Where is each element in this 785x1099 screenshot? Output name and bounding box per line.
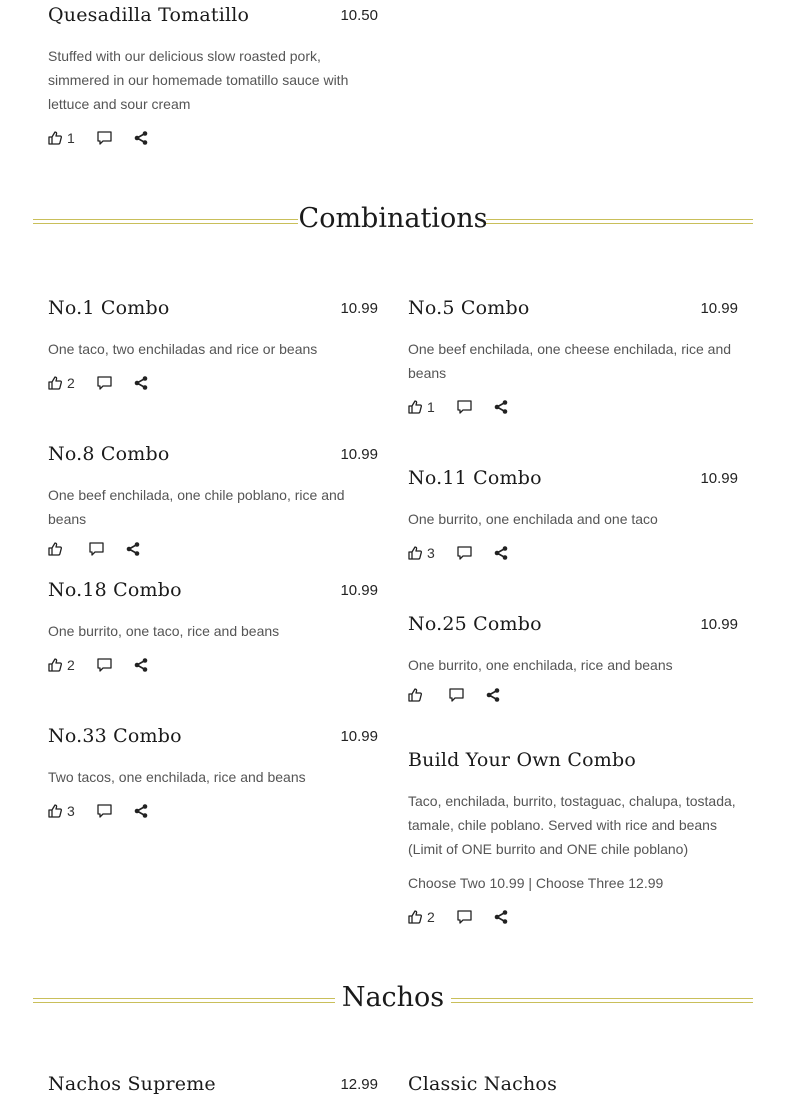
like-button[interactable] [48,375,75,391]
like-button[interactable] [408,688,427,702]
item-price: 10.99 [340,300,378,317]
like-button[interactable] [408,545,435,561]
item-description: One burrito, one enchilada, rice and beans [408,657,673,673]
section-title: Nachos [341,982,445,1013]
item-name: No.5 Combo [408,297,530,319]
thumbs-up-icon [48,131,62,145]
like-button[interactable] [48,803,75,819]
share-icon [494,546,508,560]
comment-button[interactable] [89,542,104,556]
like-count: 2 [67,657,75,673]
thumbs-up-icon [48,658,62,672]
item-description: Stuffed with our delicious slow roasted pork, simmered in our homemade tomatillo sauce with lettuce and sour cream [48,48,349,112]
share-icon [134,376,148,390]
menu-item-nachos-supreme [48,1073,378,1099]
item-price: 10.50 [340,7,378,24]
comment-button[interactable] [457,400,472,414]
thumbs-up-icon [408,546,422,560]
share-button[interactable] [486,688,500,702]
share-button[interactable] [494,546,508,560]
thumbs-up-icon [48,804,62,818]
item-name: No.18 Combo [48,579,182,601]
item-actions [408,543,738,563]
like-count: 2 [67,375,75,391]
item-name: No.25 Combo [408,613,542,635]
share-button[interactable] [494,910,508,924]
item-price: 12.99 [340,1076,378,1093]
comment-icon [89,542,104,556]
like-button[interactable] [48,130,75,146]
comment-button[interactable] [97,804,112,818]
comment-button[interactable] [457,546,472,560]
item-description: One burrito, one enchilada and one taco [408,511,658,527]
menu-item-combo-5 [408,297,738,417]
item-description: Taco, enchilada, burrito, tostaguac, chalupa, tostada, tamale, chile poblano. Served with rice and beans (Limit of ONE burrito and ONE chile poblano) [408,793,736,857]
comment-icon [449,688,464,702]
menu-item-combo-8 [48,443,378,559]
comment-button[interactable] [97,131,112,145]
thumbs-up-icon [408,688,422,702]
item-description: One beef enchilada, one cheese enchilada, rice and beans [408,341,732,381]
item-actions [48,373,378,393]
share-button[interactable] [134,131,148,145]
like-button[interactable] [48,542,67,556]
thumbs-up-icon [408,400,422,414]
item-name: No.33 Combo [48,725,182,747]
share-icon [494,910,508,924]
section-title: Combinations [298,203,488,234]
like-count: 1 [427,399,435,415]
share-button[interactable] [134,804,148,818]
comment-icon [97,376,112,390]
thumbs-up-icon [408,910,422,924]
item-description: Two tacos, one enchilada, rice and beans [48,769,306,785]
item-name: Quesadilla Tomatillo [48,4,250,26]
item-actions [48,801,378,821]
share-icon [134,804,148,818]
like-count: 2 [427,909,435,925]
menu-item-combo-11 [408,467,738,563]
share-icon [126,542,140,556]
section-heading-nachos [33,981,753,1021]
item-actions [48,655,378,675]
share-button[interactable] [494,400,508,414]
item-price: 10.99 [700,470,738,487]
item-actions [48,128,378,148]
item-price: 10.99 [340,582,378,599]
thumbs-up-icon [48,542,62,556]
comment-icon [457,546,472,560]
comment-icon [97,804,112,818]
item-price-options: Choose Two 10.99 | Choose Three 12.99 [408,875,664,891]
item-actions [48,539,378,559]
comment-button[interactable] [449,688,464,702]
menu-item-classic-nachos [408,1073,738,1099]
item-actions [408,907,738,927]
item-actions [408,685,738,705]
comment-icon [457,910,472,924]
thumbs-up-icon [48,376,62,390]
comment-button[interactable] [97,376,112,390]
like-button[interactable] [48,657,75,673]
share-icon [494,400,508,414]
item-name: Nachos Supreme [48,1073,216,1095]
comment-button[interactable] [97,658,112,672]
share-button[interactable] [134,658,148,672]
item-price: 10.99 [700,300,738,317]
share-button[interactable] [126,542,140,556]
share-icon [486,688,500,702]
menu-item-combo-1 [48,297,378,393]
like-count: 3 [427,545,435,561]
item-description: One burrito, one taco, rice and beans [48,623,280,639]
like-button[interactable] [408,909,435,925]
share-button[interactable] [134,376,148,390]
item-description: One beef enchilada, one chile poblano, rice and beans [48,487,345,527]
comment-icon [97,131,112,145]
like-button[interactable] [408,399,435,415]
item-description: One taco, two enchiladas and rice or beans [48,341,318,357]
item-price: 10.99 [340,728,378,745]
menu-item-quesadilla-tomatillo [48,4,378,148]
item-name: No.1 Combo [48,297,170,319]
comment-icon [457,400,472,414]
comment-button[interactable] [457,910,472,924]
item-name: No.11 Combo [408,467,542,489]
share-icon [134,658,148,672]
item-name: Build Your Own Combo [408,749,636,771]
menu-item-combo-18 [48,579,378,675]
like-count: 3 [67,803,75,819]
section-heading-combinations [33,202,753,242]
share-icon [134,131,148,145]
menu-item-build-your-own-combo [408,749,738,927]
item-name: Classic Nachos [408,1073,558,1095]
comment-icon [97,658,112,672]
like-count: 1 [67,130,75,146]
item-name: No.8 Combo [48,443,170,465]
item-price: 10.99 [340,446,378,463]
menu-item-combo-33 [48,725,378,821]
menu-item-combo-25 [408,613,738,705]
item-actions [408,397,738,417]
item-price: 10.99 [700,616,738,633]
